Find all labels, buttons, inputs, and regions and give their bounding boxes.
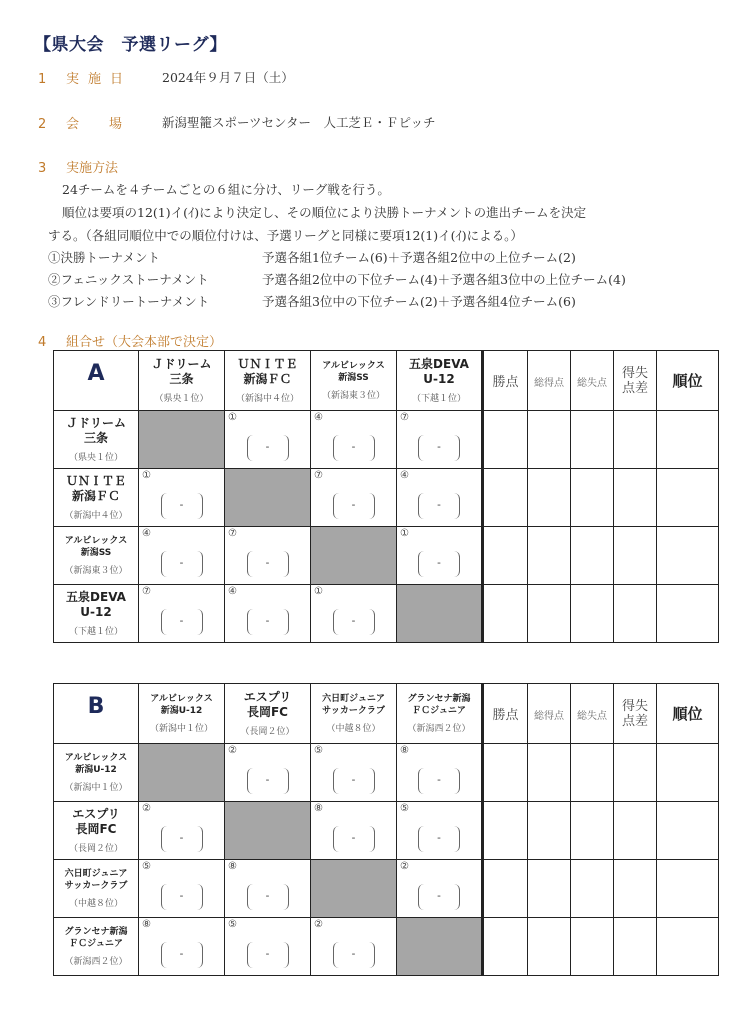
tournament-item [48,248,576,266]
match-cell[interactable] [397,469,483,527]
section-number: 3 [38,161,47,176]
match-cell[interactable] [311,469,397,527]
self-match-cell [311,860,397,918]
match-number: ④ [228,586,237,597]
stat-cell-goal-diff[interactable] [614,918,657,976]
score-placeholder: - [265,947,270,960]
score-field[interactable] [161,826,203,852]
team-name-line2: U-12 [423,372,455,386]
stat-cell-goals-against[interactable] [571,860,614,918]
stat-header-text: 総得点 [534,711,564,722]
tournament-item [48,292,576,310]
stat-cell-goals-for[interactable] [528,802,571,860]
score-placeholder: - [265,440,270,453]
match-number: ⑦ [228,528,237,539]
team-name-line2: 三条 [83,431,108,445]
stat-header-text: 得失 [621,698,648,714]
tournament-item [48,270,626,288]
self-match-cell [311,527,397,585]
team-qualifier: （長岡２位） [240,727,295,737]
team-qualifier: （長岡２位） [68,844,123,854]
self-match-cell [225,802,311,860]
match-number: ① [142,470,151,481]
score-field[interactable] [247,551,289,577]
match-cell[interactable] [311,802,397,860]
score-placeholder: - [179,556,184,569]
match-number: ⑤ [314,745,323,756]
match-cell[interactable] [225,411,311,469]
group-cell [54,684,139,744]
stat-cell-rank[interactable] [657,744,719,802]
group-cell [54,351,139,411]
score-placeholder: - [437,889,441,902]
team-row-label [54,744,139,802]
score-placeholder: - [351,614,356,627]
team-name: エスプリ [243,690,292,704]
score-field[interactable] [247,884,289,910]
team-header-cell [397,684,483,744]
match-number: ⑤ [400,803,409,814]
score-field[interactable] [418,551,460,577]
stat-cell-goals-against[interactable] [571,527,614,585]
match-number: ② [142,803,151,814]
match-number: ④ [400,470,409,481]
match-number: ⑦ [314,470,323,481]
team-header-cell [397,351,483,411]
table-row [54,744,719,802]
stat-header-text: 順位 [672,372,703,390]
team-qualifier: （中越８位） [68,899,123,909]
section-label: 会場 [66,117,153,132]
team-name: グランセナ新潟 [407,694,471,704]
score-field[interactable] [247,609,289,635]
match-number: ⑦ [400,412,409,423]
stat-header-text: 総失点 [577,711,607,722]
match-number: ① [228,412,237,423]
team-name: エスプリ [72,807,120,821]
score-field[interactable] [418,768,460,794]
score-field[interactable] [333,609,375,635]
stat-cell-rank[interactable] [657,411,719,469]
team-name-line2: 長岡FC [75,822,117,836]
method-line-3: する。（各組同順位中での順位付けは、予選リーグと同様に要項12(1)イ(ｲ)による。） [48,228,523,243]
match-number: ⑧ [142,919,151,930]
match-number: ① [400,528,409,539]
match-cell[interactable] [311,918,397,976]
stat-header-rank [657,684,719,744]
team-row-label [54,918,139,976]
section-number: 4 [38,335,47,350]
score-placeholder: - [265,889,270,902]
stat-cell-points[interactable] [483,469,528,527]
team-name-line2: 三条 [169,372,194,386]
team-name: ＵＮＩＴＥ [237,357,298,371]
stat-cell-goal-diff[interactable] [614,744,657,802]
stat-header-gd [614,684,657,744]
tournament-name: ③フレンドリートーナメント [48,294,210,309]
team-qualifier: （下越１位） [68,627,123,637]
team-name: アルビレックス [64,753,128,763]
match-cell[interactable] [311,585,397,643]
score-placeholder: - [265,614,270,627]
match-cell[interactable] [397,527,483,585]
team-name: アルビレックス [322,361,385,371]
match-number: ⑤ [142,861,151,872]
match-number: ② [228,745,237,756]
match-cell[interactable] [397,860,483,918]
score-placeholder: - [351,498,356,511]
team-name-line2: 新潟U-12 [75,765,117,775]
score-field[interactable] [333,493,375,519]
team-qualifier: （県央１位） [68,453,123,463]
score-field[interactable] [247,768,289,794]
team-qualifier: （新潟西２位） [64,957,128,967]
stat-cell-points[interactable] [483,744,528,802]
team-name: 五泉DEVA [66,590,126,604]
score-field[interactable] [161,884,203,910]
match-cell[interactable] [311,744,397,802]
score-placeholder: - [179,831,184,844]
stat-cell-goals-for[interactable] [528,744,571,802]
method-line-2: 順位は要項の12(1)イ(ｲ)により決定し、その順位により決勝トーナメントの進出チームを決定 [62,205,587,220]
team-header-cell [311,351,397,411]
team-name-line2: サッカークラブ [322,706,385,716]
score-placeholder: - [179,947,184,960]
self-match-cell [397,918,483,976]
stat-header-text: 順位 [672,705,703,723]
score-placeholder: - [179,889,184,902]
stat-header-gd [614,351,657,411]
self-match-cell [139,744,225,802]
score-field[interactable] [418,884,460,910]
venue: 新潟聖籠スポーツセンター 人工芝Ｅ・Ｆピッチ [162,115,436,130]
score-field[interactable] [247,435,289,461]
team-row-label [54,860,139,918]
stat-cell-goals-for[interactable] [528,527,571,585]
match-number: ⑤ [228,919,237,930]
stat-cell-goals-against[interactable] [571,802,614,860]
stat-header-points [483,351,528,411]
section-1-heading [38,68,132,87]
team-qualifier: （新潟中１位） [64,783,128,793]
stat-cell-rank[interactable] [657,802,719,860]
score-field[interactable] [161,493,203,519]
tournament-desc: 予選各組2位中の下位チーム(4)＋予選各組3位中の上位チーム(4) [262,272,626,287]
team-qualifier: （新潟西２位） [407,724,471,734]
team-header-cell [139,351,225,411]
match-cell[interactable] [139,527,225,585]
score-field[interactable] [247,942,289,968]
score-placeholder: - [437,498,441,511]
score-field[interactable] [333,826,375,852]
match-number: ⑦ [142,586,151,597]
match-number: ⑧ [228,861,237,872]
match-cell[interactable] [225,744,311,802]
stat-header-goals-against [571,351,614,411]
score-field[interactable] [161,551,203,577]
team-row-label [54,469,139,527]
score-placeholder: - [437,831,441,844]
stat-cell-goal-diff[interactable] [614,860,657,918]
tournament-desc: 予選各組1位チーム(6)＋予選各組2位中の上位チーム(2) [262,250,576,265]
score-placeholder: - [179,614,184,627]
tournament-name: ①決勝トーナメント [48,250,161,265]
team-name-line2: 新潟ＦＣ [243,372,292,386]
score-placeholder: - [351,773,356,786]
match-number: ④ [314,412,323,423]
match-cell[interactable] [139,860,225,918]
table-header-row [54,351,719,411]
table-row [54,860,719,918]
league-table-a [53,350,719,643]
stat-header-goals-for [528,351,571,411]
stat-cell-goal-diff[interactable] [614,469,657,527]
team-name: ＵＮＩＴＥ [65,474,126,488]
stat-cell-goals-against[interactable] [571,918,614,976]
score-field[interactable] [333,942,375,968]
stat-cell-goals-against[interactable] [571,411,614,469]
team-qualifier: （県央１位） [154,394,209,404]
team-name: 六日町ジュニア [322,694,385,704]
match-cell[interactable] [139,469,225,527]
match-number: ② [400,861,409,872]
match-number: ⑧ [400,745,409,756]
stat-cell-goals-against[interactable] [571,469,614,527]
stat-cell-points[interactable] [483,411,528,469]
stat-cell-goal-diff[interactable] [614,585,657,643]
team-qualifier: （新潟中４位） [235,394,299,404]
team-name-line2: 新潟U-12 [160,706,203,716]
section-3-heading [38,157,118,176]
stat-cell-rank[interactable] [657,918,719,976]
score-field[interactable] [418,435,460,461]
league-table-b [53,683,719,976]
match-number: ④ [142,528,151,539]
table-row [54,469,719,527]
score-field[interactable] [161,942,203,968]
match-number: ⑧ [314,803,323,814]
section-label: 実施日 [66,72,133,87]
stat-cell-goals-for[interactable] [528,585,571,643]
event-date: 2024年９月７日（土） [162,70,294,85]
section-number: 2 [38,117,47,132]
page-title: 【県大会 予選リーグ】 [34,35,228,55]
match-cell[interactable] [139,585,225,643]
stat-cell-goals-for[interactable] [528,860,571,918]
team-name: Ｊドリーム [151,357,212,371]
match-cell[interactable] [225,527,311,585]
team-name-line2: 長岡FC [246,705,288,719]
section-4-heading [38,331,222,350]
stat-cell-points[interactable] [483,802,528,860]
stat-header-goals-against [571,684,614,744]
tournament-desc: 予選各組3位中の下位チーム(2)＋予選各組4位チーム(6) [262,294,576,309]
team-header-cell [311,684,397,744]
score-placeholder: - [437,556,441,569]
score-field[interactable] [418,493,460,519]
team-qualifier: （下越１位） [411,394,466,404]
stat-header-text: 点差 [621,713,648,729]
stat-header-text: 得失 [621,365,648,381]
team-qualifier: （新潟中１位） [149,724,213,734]
team-name-line2: 新潟SS [338,373,369,383]
stat-cell-goals-for[interactable] [528,469,571,527]
stat-header-text: 総得点 [534,378,564,389]
team-name-line2: サッカークラブ [64,881,128,891]
stat-header-text: 点差 [621,380,648,396]
team-row-label [54,802,139,860]
team-row-label [54,527,139,585]
stat-cell-rank[interactable] [657,527,719,585]
score-placeholder: - [265,556,270,569]
team-name: グランセナ新潟 [64,927,128,937]
stat-cell-goals-against[interactable] [571,585,614,643]
match-cell[interactable] [397,744,483,802]
stat-cell-goals-against[interactable] [571,744,614,802]
match-cell[interactable] [397,411,483,469]
team-qualifier: （新潟東３位） [321,391,385,401]
team-header-cell [225,684,311,744]
section-2-heading [38,113,152,132]
table-row [54,802,719,860]
match-cell[interactable] [139,802,225,860]
team-row-label [54,411,139,469]
team-qualifier: （新潟中４位） [64,511,128,521]
score-field[interactable] [333,435,375,461]
stat-header-points [483,684,528,744]
score-field[interactable] [333,768,375,794]
self-match-cell [139,411,225,469]
team-name: アルビレックス [64,536,128,546]
team-name: Ｊドリーム [65,416,126,430]
stat-cell-points[interactable] [483,585,528,643]
team-header-cell [139,684,225,744]
score-placeholder: - [351,440,356,453]
section-label: 組合せ（大会本部で決定） [66,335,223,350]
stat-cell-goals-for[interactable] [528,411,571,469]
stat-cell-rank[interactable] [657,585,719,643]
team-name: アルビレックス [150,694,213,704]
match-cell[interactable] [225,918,311,976]
team-row-label [54,585,139,643]
team-name: 五泉DEVA [409,357,469,371]
score-placeholder: - [179,498,184,511]
stat-cell-goal-diff[interactable] [614,411,657,469]
team-name: 六日町ジュニア [64,869,128,879]
score-placeholder: - [437,440,441,453]
team-name-line2: 新潟SS [80,548,112,558]
stat-header-text: 勝点 [492,375,519,390]
method-line-1: 24チームを４チームごとの６組に分け、リーグ戦を行う。 [62,182,390,197]
team-name-line2: U-12 [80,605,112,619]
self-match-cell [397,585,483,643]
stat-header-text: 勝点 [492,708,519,723]
team-name-line2: ＦＣジュニア [412,706,466,716]
stat-cell-points[interactable] [483,860,528,918]
section-label: 実施方法 [66,161,119,176]
stat-cell-rank[interactable] [657,860,719,918]
team-qualifier: （新潟東３位） [64,566,128,576]
match-number: ② [314,919,323,930]
match-cell[interactable] [397,802,483,860]
stat-header-rank [657,351,719,411]
match-cell[interactable] [311,411,397,469]
team-name-line2: 新潟ＦＣ [71,489,120,503]
score-placeholder: - [351,831,356,844]
table-row [54,411,719,469]
team-name-line2: ＦＣジュニア [69,939,123,949]
group-name: A [87,361,105,386]
stat-cell-goal-diff[interactable] [614,527,657,585]
stat-cell-points[interactable] [483,527,528,585]
score-field[interactable] [418,826,460,852]
stat-cell-rank[interactable] [657,469,719,527]
stat-cell-points[interactable] [483,918,528,976]
self-match-cell [225,469,311,527]
match-number: ① [314,586,323,597]
stat-header-text: 総失点 [577,378,607,389]
score-placeholder: - [437,773,441,786]
table-row [54,585,719,643]
table-row [54,527,719,585]
team-header-cell [225,351,311,411]
stat-cell-goal-diff[interactable] [614,802,657,860]
score-field[interactable] [161,609,203,635]
table-header-row [54,684,719,744]
match-cell[interactable] [139,918,225,976]
section-number: 1 [38,72,47,87]
score-placeholder: - [265,773,270,786]
stat-header-goals-for [528,684,571,744]
match-cell[interactable] [225,860,311,918]
stat-cell-goals-for[interactable] [528,918,571,976]
group-name: B [87,694,105,719]
table-row [54,918,719,976]
team-qualifier: （中越８位） [326,724,381,734]
tournament-name: ②フェニックストーナメント [48,272,209,287]
score-placeholder: - [351,947,356,960]
match-cell[interactable] [225,585,311,643]
